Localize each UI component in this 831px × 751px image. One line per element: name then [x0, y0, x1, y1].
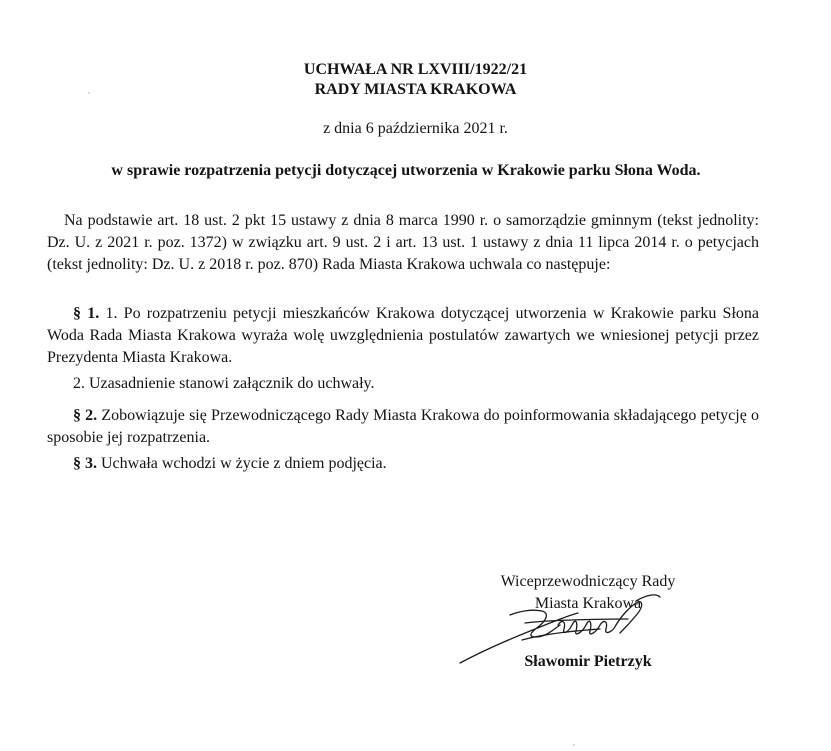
legal-basis-paragraph: Na podstawie art. 18 ust. 2 pkt 15 ustawy z dnia 8 marca 1990 r. o samorządzie gminnym (tekst jednolity: Dz. U. z 2021 r. poz. 1372) w związku art. 9 ust. 2 i art. 13 ust. 1 ustawy z dnia 11 lipca 2014 r. o petycjach (tekst jednolity: Dz. U. z 2018 r. poz. 870) Rada Miasta Krakowa uchwala co następuje: [47, 212, 759, 273]
section-2-paragraph [47, 405, 759, 449]
section-1-point-2 [47, 373, 759, 395]
resolution-subject: w sprawie rozpatrzenia petycji dotyczącej utworzenia w Krakowie parku Słona Woda. [111, 162, 701, 179]
scan-speck [88, 92, 90, 94]
section-label: § 3. [73, 455, 97, 472]
section-label: § 1. [73, 305, 100, 322]
resolution-title: UCHWAŁA NR LXVIII/1922/21 [303, 61, 528, 78]
signatory-title: Wiceprzewodniczący Rady [500, 573, 676, 590]
scan-speck [573, 744, 575, 746]
section-text: Uchwała wchodzi w życie z dniem podjęcia. [97, 455, 387, 472]
section-1-paragraph [47, 303, 759, 369]
resolution-date: z dnia 6 października 2021 r. [323, 120, 508, 137]
council-name: RADY MIASTA KRAKOWA [314, 81, 517, 98]
signatory-name: Sławomir Pietrzyk [524, 653, 652, 670]
section-text: 1. Po rozpatrzeniu petycji mieszkańców Krakowa dotyczącej utworzenia w Krakowie parku Słona Woda Rada Miasta Krakowa wyraża wolę uwzględnienia postulatów zawartych we wniesionej petycji przez Prezydenta Miasta Krakowa. [47, 305, 760, 366]
section-label: § 2. [73, 407, 98, 424]
signatory-organization: Miasta Krakowa [534, 595, 642, 612]
section-3-paragraph [47, 453, 759, 475]
section-text: Zobowiązuje się Przewodniczącego Rady Miasta Krakowa do poinformowania składającego petycję o sposobie jej rozpatrzenia. [47, 407, 760, 446]
section-text: 2. Uzasadnienie stanowi załącznik do uchwały. [73, 375, 375, 392]
